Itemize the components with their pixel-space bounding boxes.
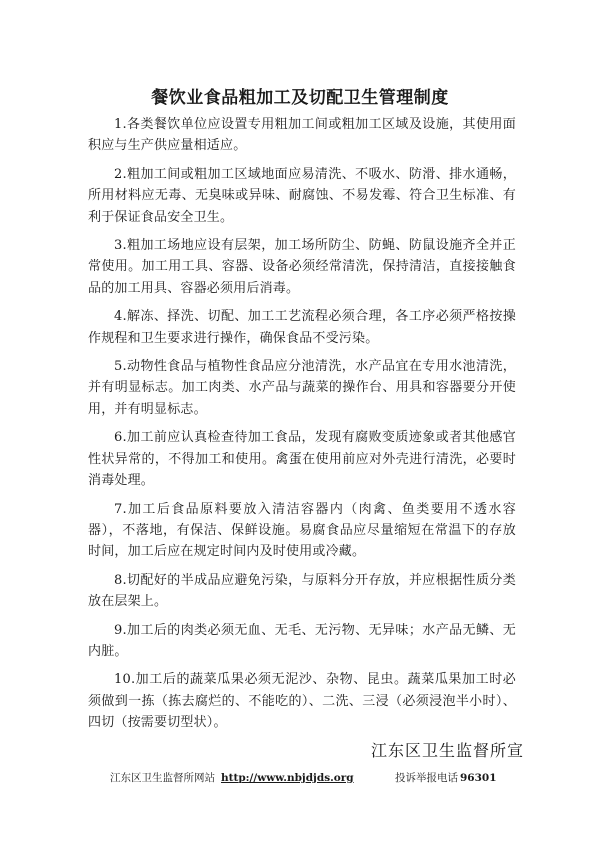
footer: [110, 770, 530, 785]
paragraph-7: 7.加工后食品原料要放入清洁容器内（肉禽、鱼类要用不透水容器），不落地，有保洁、保鲜设施。易腐食品应尽量缩短在常温下的存放时间，加工后应在规定时间内及时使用或冷藏。: [88, 501, 516, 560]
paragraph-1: 1.各类餐饮单位应设置专用粗加工间或粗加工区域及设施，其使用面积应与生产供应量相适应。: [88, 117, 516, 154]
paragraph-6: 6.加工前应认真检查待加工食品，发现有腐败变质迹象或者其他感官性状异常的，不得加工和使用。禽蛋在使用前应对外壳进行清洗，必要时消毒处理。: [88, 430, 516, 489]
document-title: 餐饮业食品粗加工及切配卫生管理制度: [151, 88, 449, 109]
website-link[interactable]: http://www.nbjdjds.org: [221, 772, 354, 784]
paragraph-4: 4.解冻、择洗、切配、加工工艺流程必须合理，各工序必须严格按操作规程和卫生要求进行操作，确保食品不受污染。: [88, 309, 516, 346]
regulation-body: [88, 114, 516, 741]
paragraph-2: 2.粗加工间或粗加工区域地面应易清洗、不吸水、防滑、排水通畅，所用材料应无毒、无臭味或异味、耐腐蚀、不易发霉、符合卫生标准、有利于保证食品安全卫生。: [88, 166, 516, 225]
paragraph-3: 3.粗加工场地应设有层架，加工场所防尘、防蝇、防鼠设施齐全并正常使用。加工用工具、容器、设备必须经常清洗，保持清洁，直接接触食品的加工用具、容器必须用后消毒。: [88, 238, 516, 296]
paragraph-9: 9.加工后的肉类必须无血、无毛、无污物、无异味；水产品无鳞、无内脏。: [88, 622, 516, 659]
issuer-signature: 江东区卫生监督所宣: [370, 741, 524, 760]
paragraph-5: 5.动物性食品与植物性食品应分池清洗，水产品宜在专用水池清洗，并有明显标志。加工肉类、水产品与蔬菜的操作台、用具和容器要分开使用，并有明显标志。: [88, 359, 516, 417]
complaint-hotline: [395, 770, 497, 785]
paragraph-8: 8.切配好的半成品应避免污染，与原料分开存放，并应根据性质分类放在层架上。: [88, 572, 516, 610]
phone-label: 投诉举报电话: [395, 772, 458, 784]
phone-number: 96301: [460, 772, 497, 784]
paragraph-10: 10.加工后的蔬菜瓜果必须无泥沙、杂物、昆虫。蔬菜瓜果加工时必须做到一拣（拣去腐烂的、不能吃的）、二洗、三浸（必须浸泡半小时）、四切（按需要切型状）。: [88, 672, 516, 731]
site-label: 江东区卫生监督所网站: [110, 772, 215, 784]
